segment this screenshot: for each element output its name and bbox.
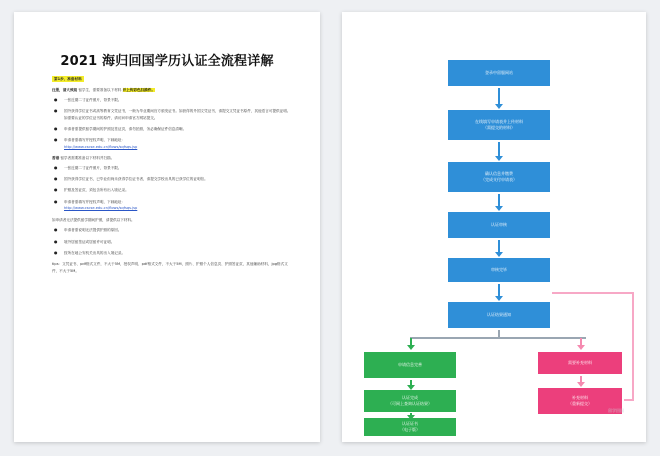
document-body [52, 76, 292, 278]
section2-lead: 香港 [52, 156, 60, 161]
loop-connector [632, 292, 634, 400]
download-instruction: 申请者需填写并授权声明，下载地址： [64, 199, 126, 204]
list-item [52, 199, 292, 212]
flow-arrow [498, 284, 500, 297]
flow-step-certified: 认证完成 （可网上查询认证结果） [364, 390, 456, 412]
list-item: ● 国外获得学位证书或高等教育文凭证书，一般为毕业期间官方颁发证书。如获得的外国文凭证书，请提交文凭证书原件，其他语言可提供证明。如需要认证的学位证书的原件，请访问申请官方网站提交。 [52, 108, 292, 121]
list-item [52, 137, 292, 150]
flow-step-payment: 确认信息并缴费 （完成支付申请表） [448, 162, 550, 192]
download-instruction: 申请者需填写并授权声明，下载地址： [64, 138, 126, 143]
branch-connector [498, 330, 500, 338]
section1-lead: 注册，请大致阅 [52, 88, 78, 93]
section1-text: 留学生，需要准备以下材料 [78, 88, 122, 93]
list-item: ● 按所在地公安机关出具的出入境记录。 [52, 250, 292, 256]
list-item: ● 护照及签证页，须包含所有出入境记录。 [52, 187, 292, 193]
flow-arrow [580, 376, 582, 383]
list-item: ● 一张近期二寸证件照片，背景不限。 [52, 97, 292, 103]
download-link-1[interactable]: http://www.cscse.edu.cn/flows/sqfsqs.jsp [64, 144, 138, 149]
flow-arrow [498, 88, 500, 105]
flow-arrow [410, 338, 412, 346]
list-item: ● 申请者需说明无法提供护照的原因。 [52, 227, 292, 233]
list-item: ● 境外居留签证或居留许可证明。 [52, 239, 292, 245]
flowchart-page [342, 12, 646, 442]
list-item: ● 一张近期二寸证件照片，背景不限。 [52, 165, 292, 171]
flow-arrow [410, 380, 412, 386]
section3-text: 如申请者无法提供留学期间护照，请提供以下材料。 [52, 217, 135, 222]
flow-arrow [498, 240, 500, 253]
flow-step-certificate: 认证证书 （电子版） [364, 418, 456, 436]
flow-arrow [498, 142, 500, 157]
watermark: 留学回国 [608, 408, 624, 413]
section1-line [52, 87, 292, 93]
flow-arrow [580, 338, 582, 346]
flow-step-complete: 审核完毕 [448, 258, 550, 282]
loop-connector [552, 292, 634, 294]
document-page [14, 12, 320, 442]
flow-step-result: 认证结果通知 [448, 302, 550, 328]
flow-step-resubmit: 补充材料 （重新提交） [538, 388, 622, 414]
loop-connector [624, 399, 634, 401]
flow-step-apply: 在线填写申请表并上传材料 （需提交的材料） [448, 110, 550, 140]
flow-step-need-materials: 需要补充材料 [538, 352, 622, 374]
section2-text: 留学者需要准备以下材料并扫描。 [60, 156, 115, 161]
download-link-2[interactable]: http://www.cscse.edu.cn/flows/sqfsqs.jsp [64, 206, 138, 211]
list-item: ● 申请者需提供留学期间的护照及签证页，请勿拍照，务必确保证件信息清晰。 [52, 126, 292, 132]
document-title: 2021 海归回国学历认证全流程详解 [60, 54, 274, 69]
flow-step-review: 认证审核 [448, 212, 550, 238]
flow-arrow [498, 194, 500, 207]
section1-highlight: 并上传彩色扫描件。 [122, 88, 155, 93]
step1-heading: 第1步、准备材料 [54, 77, 82, 81]
footer-note: tips：文凭证书、pdf格式文件，不大于5M，授权声明、pdf格式文件，不大于5M，照片、护照个人信息页、护照签证页，其他辅助材料，jpg格式文件，不大于5M。 [52, 262, 288, 273]
flow-arrow [410, 413, 412, 416]
section2-line [52, 155, 292, 161]
flow-step-login: 登录中留服网站 [448, 60, 550, 86]
list-item: ● 国外获得学位证书，已毕业但尚未获得学位证书者，请提交学校出具的已获学位的证明信。 [52, 176, 292, 182]
flow-step-info-complete: 申请信息完善 [364, 352, 456, 378]
